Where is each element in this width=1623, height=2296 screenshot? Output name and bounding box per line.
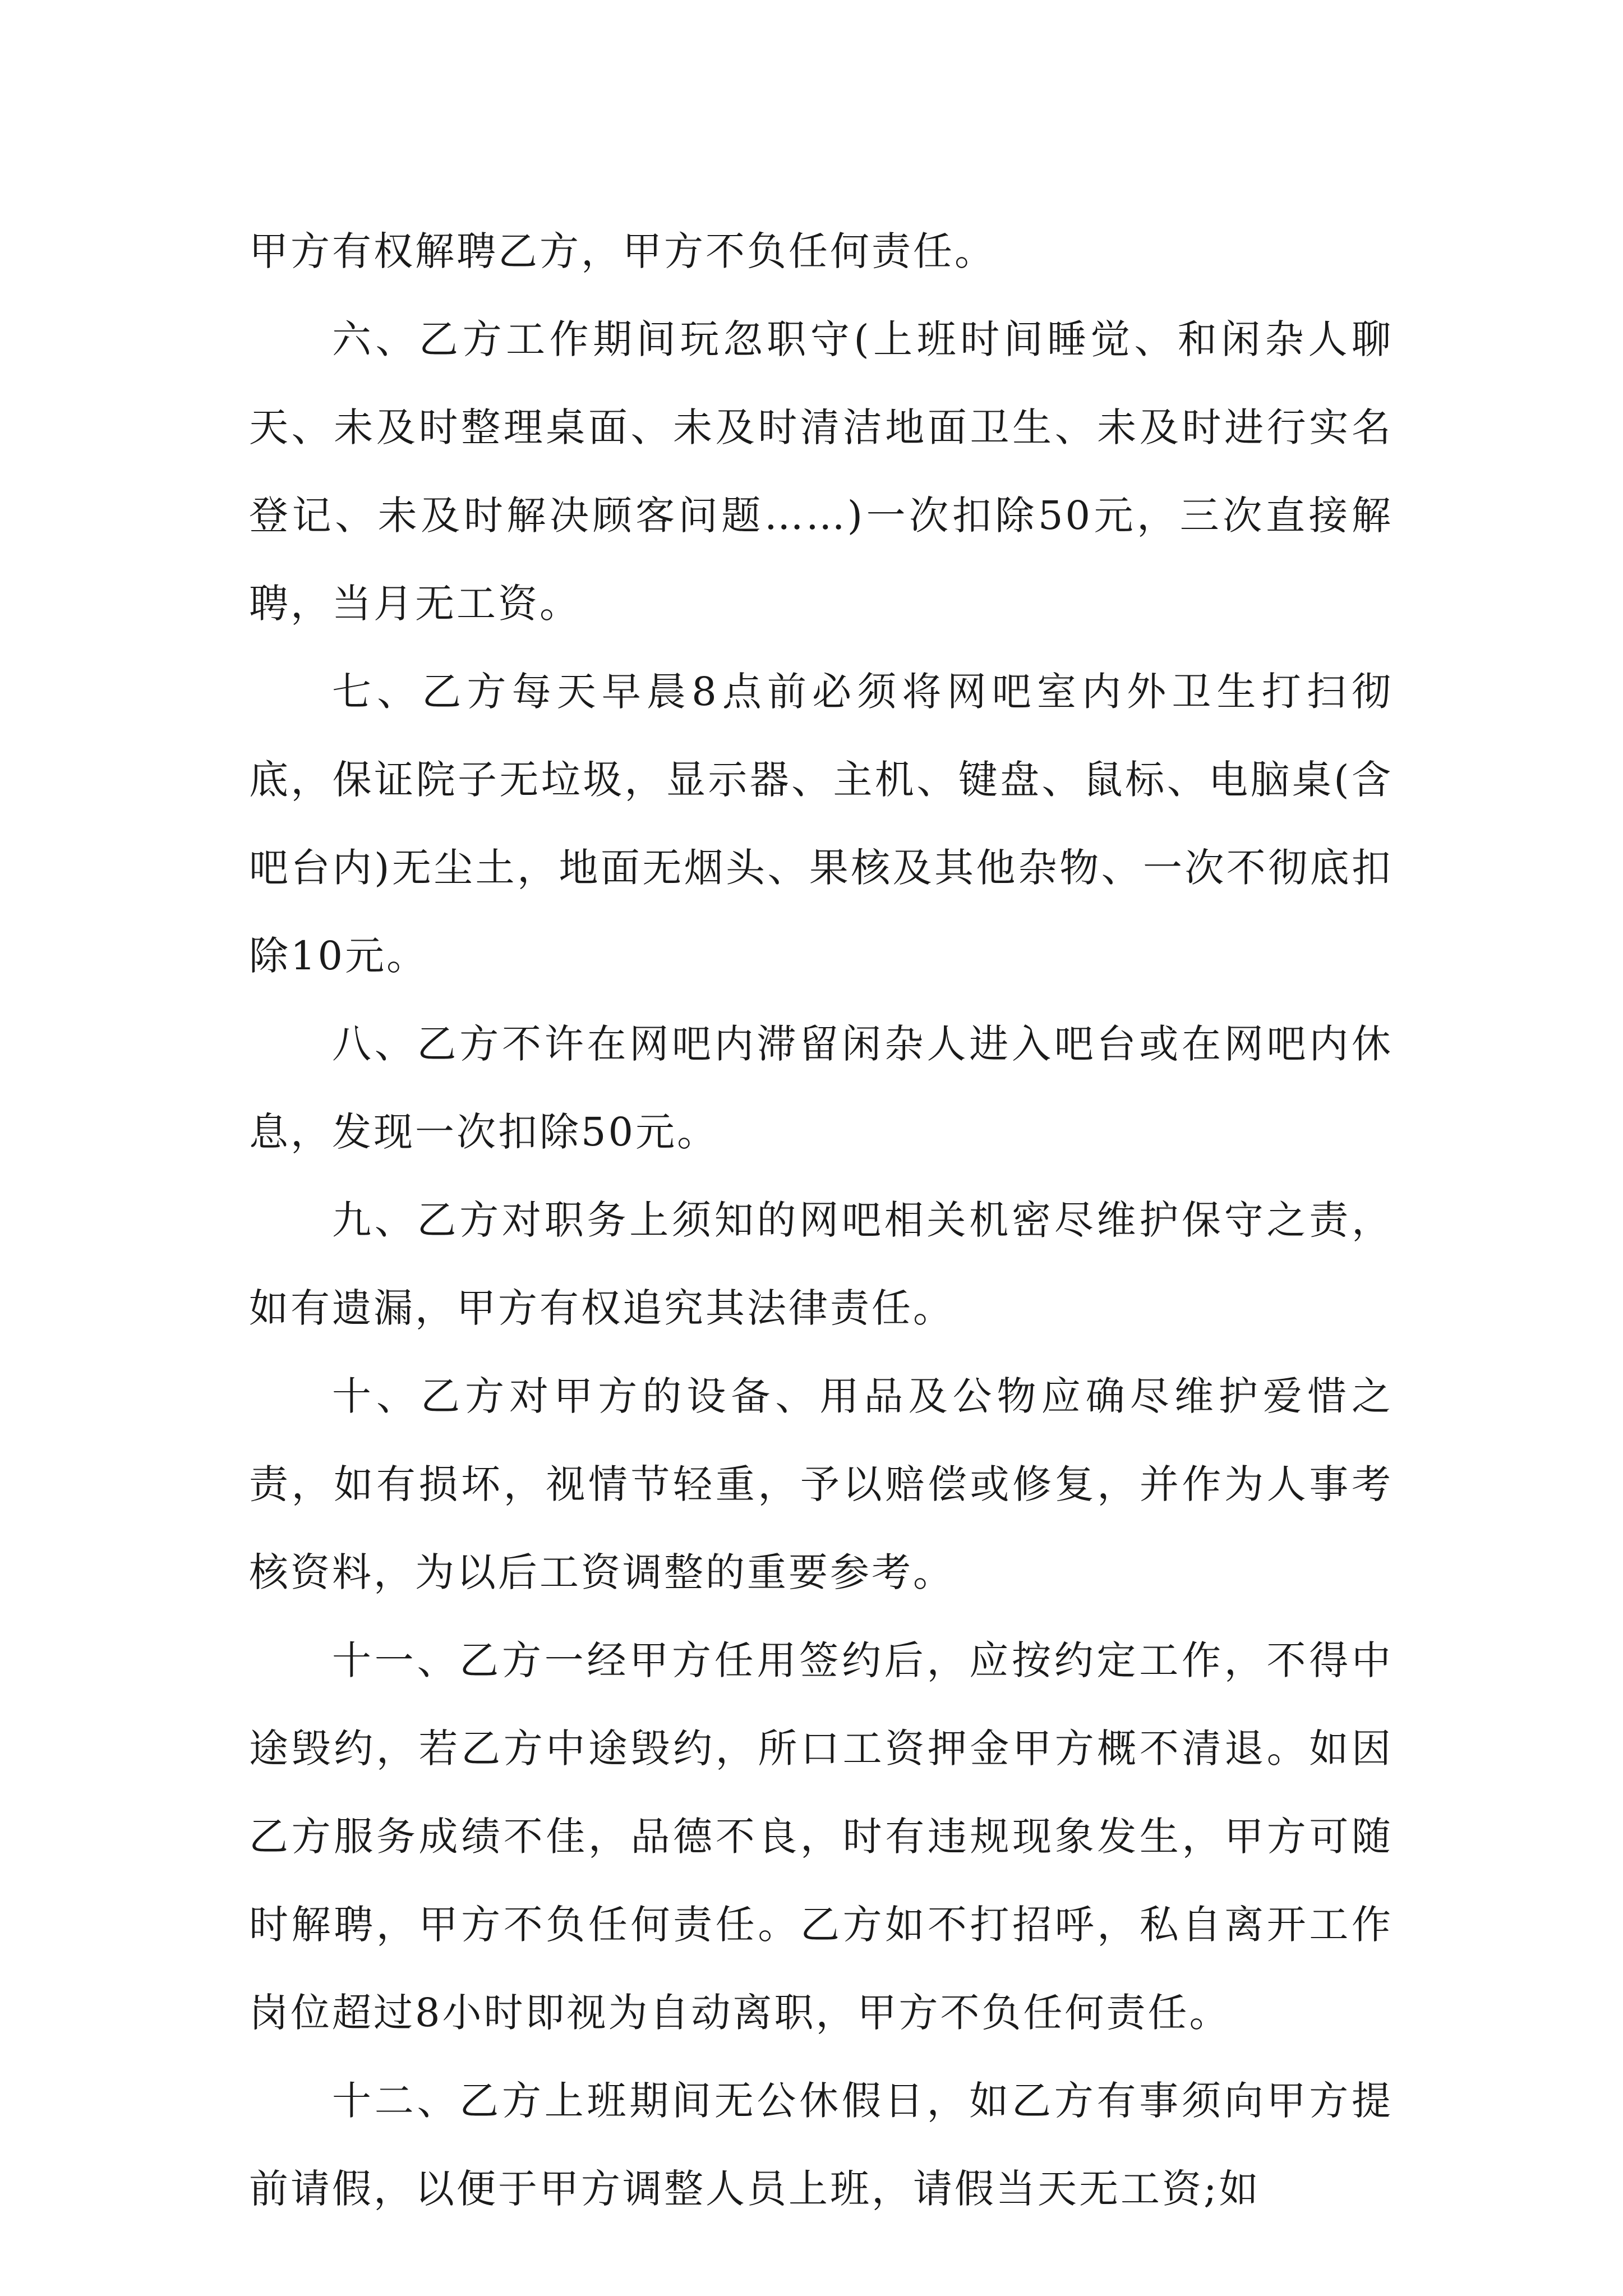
paragraph-clause-12: 十二、乙方上班期间无公休假日，如乙方有事须向甲方提前请假，以便于甲方调整人员上班，请假当天无工资;如 (249, 2078, 1393, 2212)
paragraph-continuation: 甲方有权解聘乙方，甲方不负任何责任。 (249, 228, 996, 274)
paragraph-clause-9: 九、乙方对职务上须知的网吧相关机密尽维护保守之责，如有遗漏，甲方有权追究其法律责任。 (249, 1197, 1393, 1331)
paragraph-clause-8: 八、乙方不许在网吧内滞留闲杂人进入吧台或在网吧内休息，发现一次扣除50元。 (249, 1021, 1393, 1155)
paragraph-clause-6: 六、乙方工作期间玩忽职守(上班时间睡觉、和闲杂人聊天、未及时整理桌面、未及时清洁地面卫生、未及时进行实名登记、未及时解决顾客问题……)一次扣除50元，三次直接解聘，当月无工资。 (249, 316, 1393, 627)
document-body (249, 208, 1393, 2233)
paragraph-clause-10: 十、乙方对甲方的设备、用品及公物应确尽维护爱惜之责，如有损坏，视情节轻重，予以赔偿或修复，并作为人事考核资料，为以后工资调整的重要参考。 (249, 1373, 1393, 1595)
paragraph-clause-11: 十一、乙方一经甲方任用签约后，应按约定工作，不得中途毁约，若乙方中途毁约，所口工资押金甲方概不清退。如因乙方服务成绩不佳，品德不良，时有违规现象发生，甲方可随时解聘，甲方不负任何责任。乙方如不打招呼，私自离开工作岗位超过8小时即视为自动离职，甲方不负任何责任。 (249, 1637, 1393, 2036)
paragraph-clause-7: 七、乙方每天早晨8点前必须将网吧室内外卫生打扫彻底，保证院子无垃圾，显示器、主机、键盘、鼠标、电脑桌(含吧台内)无尘土，地面无烟头、果核及其他杂物、一次不彻底扣除10元。 (249, 669, 1393, 979)
